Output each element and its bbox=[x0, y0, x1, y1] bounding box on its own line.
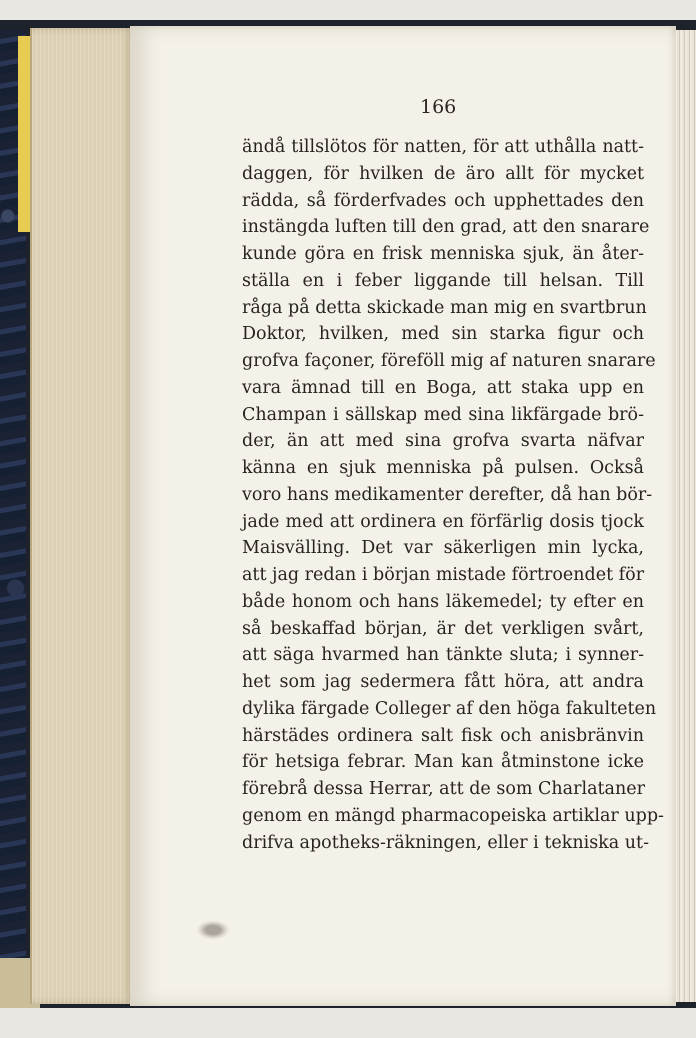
text-line: vara ämnad till en Boga, att staka upp en bbox=[242, 377, 644, 398]
text-line: voro hans medikamenter derefter, då han bör- bbox=[242, 484, 653, 505]
text-line: instängda luften till den grad, att den snarare bbox=[242, 217, 650, 238]
text-line: het som jag sedermera fått höra, att andra bbox=[242, 672, 644, 692]
text-line: känna en sjuk menniska på pulsen. Också bbox=[242, 458, 644, 478]
text-line: råga på detta skickade man mig en svartbrun bbox=[242, 297, 647, 318]
text-line: förebrå dessa Herrar, att de som Charlataner bbox=[242, 779, 645, 799]
scan-background-bottom bbox=[0, 1008, 696, 1038]
page-stack-edge bbox=[30, 28, 134, 1004]
text-line: grofva façoner, föreföll mig af naturen snarare bbox=[242, 351, 656, 371]
text-line: härstädes ordinera salt fisk och anisbränvin bbox=[242, 725, 644, 746]
ink-smudge bbox=[196, 920, 230, 940]
text-line: rädda, så förderfvades och upphettades den bbox=[242, 190, 644, 211]
scan-background-top bbox=[0, 0, 696, 22]
text-line: så beskaffad början, är det verkligen svårt, bbox=[242, 618, 644, 639]
text-line: dylika färgade Colleger af den höga fakulteten bbox=[242, 698, 657, 719]
text-line: kunde göra en frisk menniska sjuk, än åter- bbox=[242, 244, 644, 264]
text-line: att jag redan i början mistade förtroendet för bbox=[242, 565, 645, 585]
text-line: både honom och hans läkemedel; ty efter en bbox=[242, 591, 644, 612]
text-line: ställa en i feber liggande till helsan. Till bbox=[242, 270, 644, 291]
text-line: Maisvälling. Det var säkerligen min lycka, bbox=[242, 538, 644, 559]
text-line: Champan i sällskap med sina likfärgade brö- bbox=[242, 404, 644, 425]
page-number: 166 bbox=[420, 96, 457, 118]
page-body-text bbox=[242, 134, 664, 856]
text-line: drifva apotheks-räkningen, eller i tekniska ut- bbox=[242, 832, 650, 853]
text-line: der, än att med sina grofva svarta näfvar bbox=[242, 431, 644, 452]
text-line: för hetsiga febrar. Man kan åtminstone icke bbox=[242, 752, 644, 773]
text-line: ändå tillslötos för natten, för att uthålla natt- bbox=[242, 137, 644, 157]
text-line: genom en mängd pharmacopeiska artiklar upp- bbox=[242, 805, 664, 826]
text-line: att säga hvarmed han tänkte sluta; i synner- bbox=[242, 645, 644, 666]
text-line: Doktor, hvilken, med sin starka figur och bbox=[242, 324, 644, 345]
text-line: daggen, för hvilken de äro allt för mycket bbox=[242, 163, 644, 184]
text-line: jade med att ordinera en förfärlig dosis tjock bbox=[242, 511, 644, 532]
